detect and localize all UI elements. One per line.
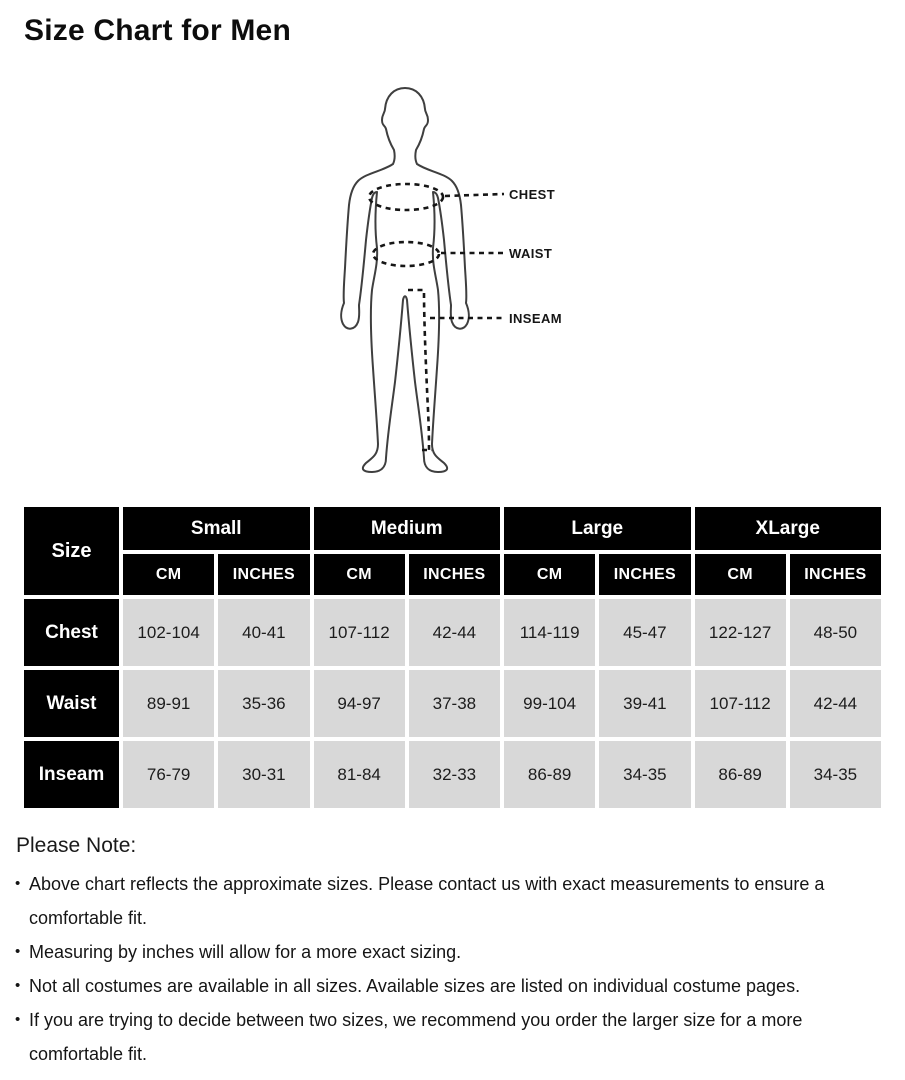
- table-cell: 76-79: [123, 741, 214, 808]
- notes-list: [14, 867, 870, 1071]
- body-measurement-diagram: [0, 75, 905, 500]
- waist-label: WAIST: [509, 246, 553, 261]
- page-title: Size Chart for Men: [24, 14, 291, 47]
- notes-heading: Please Note:: [16, 834, 137, 857]
- unit-header-cm: CM: [504, 554, 595, 595]
- size-group-header-row: [24, 507, 881, 550]
- note-item: • Above chart reflects the approximate sizes. Please contact us with exact measurements to ensure a comfortable fit.: [14, 867, 870, 935]
- body-figure-svg: [0, 75, 905, 500]
- table-cell: 42-44: [409, 599, 500, 666]
- table-cell: 122-127: [695, 599, 786, 666]
- table-cell: 86-89: [504, 741, 595, 808]
- note-item: • Measuring by inches will allow for a more exact sizing.: [14, 935, 870, 969]
- row-header-chest: Chest: [24, 599, 119, 666]
- chest-leader-line: [445, 194, 504, 196]
- table-cell: 107-112: [695, 670, 786, 737]
- table-cell: 40-41: [218, 599, 309, 666]
- table-cell: 94-97: [314, 670, 405, 737]
- size-group-large: Large: [504, 507, 691, 550]
- size-group-medium: Medium: [314, 507, 501, 550]
- chest-label: CHEST: [509, 187, 556, 202]
- size-group-xlarge: XLarge: [695, 507, 882, 550]
- size-chart-table: [20, 503, 885, 812]
- note-item: • Not all costumes are available in all sizes. Available sizes are listed on individual costume pages.: [14, 969, 870, 1003]
- table-cell: 32-33: [409, 741, 500, 808]
- table-cell: 34-35: [790, 741, 881, 808]
- row-header-waist: Waist: [24, 670, 119, 737]
- table-cell: 99-104: [504, 670, 595, 737]
- table-cell: 45-47: [599, 599, 690, 666]
- table-cell: 102-104: [123, 599, 214, 666]
- table-cell: 30-31: [218, 741, 309, 808]
- row-header-inseam: Inseam: [24, 741, 119, 808]
- unit-header-inches: INCHES: [790, 554, 881, 595]
- waist-measure-ellipse: [373, 242, 439, 266]
- size-corner-header: Size: [24, 507, 119, 595]
- table-cell: 114-119: [504, 599, 595, 666]
- body-outline: [341, 88, 469, 472]
- unit-header-cm: CM: [123, 554, 214, 595]
- chest-measure-ellipse: [369, 184, 443, 210]
- table-cell: 48-50: [790, 599, 881, 666]
- table-cell: 39-41: [599, 670, 690, 737]
- size-group-small: Small: [123, 507, 310, 550]
- unit-header-cm: CM: [314, 554, 405, 595]
- inseam-label: INSEAM: [509, 311, 562, 326]
- table-cell: 34-35: [599, 741, 690, 808]
- unit-header-inches: INCHES: [218, 554, 309, 595]
- unit-header-row: [24, 554, 881, 595]
- unit-header-cm: CM: [695, 554, 786, 595]
- notes-section: [14, 834, 870, 1071]
- table-cell: 42-44: [790, 670, 881, 737]
- unit-header-inches: INCHES: [409, 554, 500, 595]
- unit-header-inches: INCHES: [599, 554, 690, 595]
- table-cell: 37-38: [409, 670, 500, 737]
- note-item: • If you are trying to decide between two sizes, we recommend you order the larger size for a more comfortable fit.: [14, 1003, 870, 1071]
- table-row-chest: [24, 599, 881, 666]
- table-cell: 35-36: [218, 670, 309, 737]
- table-cell: 89-91: [123, 670, 214, 737]
- table-cell: 86-89: [695, 741, 786, 808]
- table-cell: 81-84: [314, 741, 405, 808]
- table-row-waist: [24, 670, 881, 737]
- table-cell: 107-112: [314, 599, 405, 666]
- table-row-inseam: [24, 741, 881, 808]
